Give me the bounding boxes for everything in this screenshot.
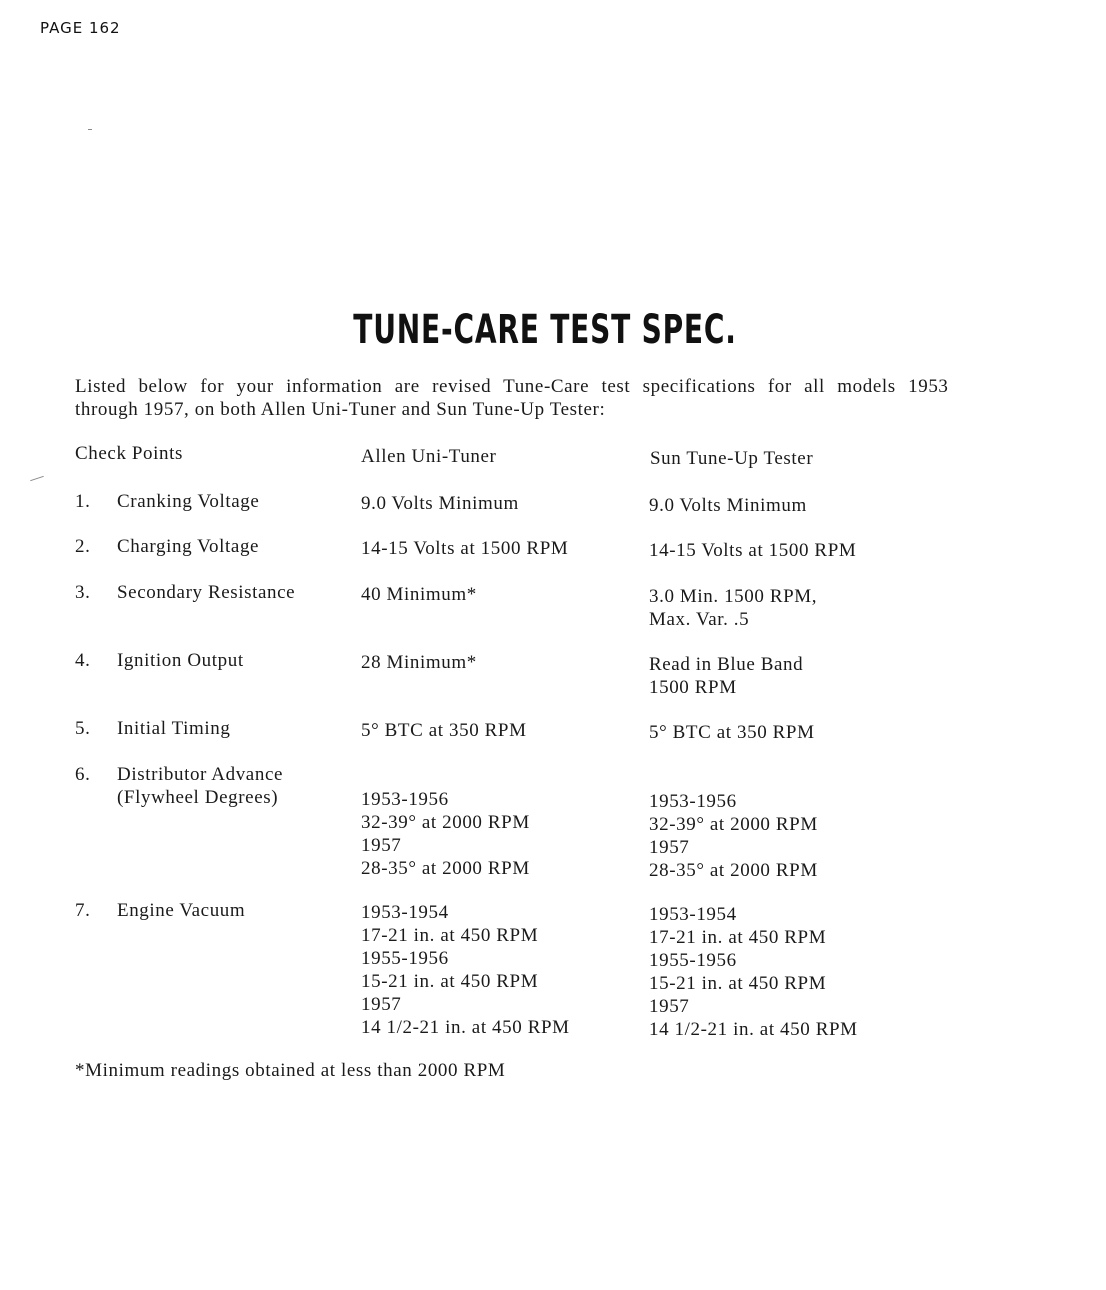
check-point-name-line: (Flywheel Degrees): [117, 787, 279, 808]
check-point-name-line: Cranking Voltage: [117, 491, 260, 512]
intro-paragraph: [75, 375, 1015, 421]
check-point-name-line: Charging Voltage: [117, 536, 260, 557]
check-point-name-line: Secondary Resistance: [117, 582, 296, 603]
allen-value-line: 28-35° at 2000 RPM: [361, 858, 530, 879]
row-number: 1.: [75, 491, 91, 512]
sun-value: [649, 585, 949, 631]
check-point-name: [117, 649, 347, 672]
sun-value: [649, 653, 949, 699]
allen-value-line: 1955-1956: [361, 948, 449, 969]
check-point-name: [117, 581, 347, 604]
page-title: TUNE-CARE TEST SPEC.: [353, 307, 737, 353]
allen-value-line: 1953-1956: [361, 789, 449, 810]
check-point-name-line: Ignition Output: [117, 650, 244, 671]
footnote: *Minimum readings obtained at less than 2000 RPM: [75, 1060, 506, 1081]
allen-value: [361, 651, 641, 674]
scan-mark: [30, 476, 44, 481]
column-header-sun: Sun Tune-Up Tester: [650, 448, 814, 469]
allen-value-line: 5° BTC at 350 RPM: [361, 720, 527, 741]
sun-value-line: Read in Blue Band: [649, 654, 804, 675]
check-point-name: [117, 535, 347, 558]
column-header-check-points: Check Points: [75, 443, 184, 464]
check-point-name-line: Initial Timing: [117, 718, 231, 739]
column-header-allen: Allen Uni-Tuner: [361, 446, 497, 467]
intro-line-2: through 1957, on both Allen Uni-Tuner and Sun Tune-Up Tester:: [75, 399, 606, 420]
sun-value-line: 17-21 in. at 450 RPM: [649, 927, 827, 948]
allen-value-line: 40 Minimum*: [361, 584, 477, 605]
allen-value-line: 1953-1954: [361, 902, 449, 923]
sun-value-line: 28-35° at 2000 RPM: [649, 860, 818, 881]
sun-value-line: 1957: [649, 837, 690, 858]
sun-value: [649, 494, 949, 517]
allen-value: [361, 492, 641, 515]
sun-value: [649, 539, 949, 562]
allen-value-line: 15-21 in. at 450 RPM: [361, 971, 539, 992]
allen-value: [361, 719, 641, 742]
row-number: 3.: [75, 582, 91, 603]
allen-value-line: [361, 765, 641, 788]
sun-value-line: 32-39° at 2000 RPM: [649, 814, 818, 835]
allen-value: [361, 901, 641, 1039]
sun-value: [649, 721, 949, 744]
allen-value-line: 17-21 in. at 450 RPM: [361, 925, 539, 946]
allen-value-line: 14-15 Volts at 1500 RPM: [361, 538, 569, 559]
check-point-name: [117, 899, 347, 922]
scan-speck: [88, 129, 92, 130]
sun-value-line: 5° BTC at 350 RPM: [649, 722, 815, 743]
allen-value-line: 32-39° at 2000 RPM: [361, 812, 530, 833]
allen-value-line: 9.0 Volts Minimum: [361, 493, 519, 514]
allen-value-line: 14 1/2-21 in. at 450 RPM: [361, 1017, 570, 1038]
sun-value-line: 9.0 Volts Minimum: [649, 495, 807, 516]
sun-value-line: 14 1/2-21 in. at 450 RPM: [649, 1019, 858, 1040]
row-number: 4.: [75, 650, 91, 671]
sun-value-line: 1957: [649, 996, 690, 1017]
sun-value-line: 15-21 in. at 450 RPM: [649, 973, 827, 994]
row-number: 2.: [75, 536, 91, 557]
sun-value-line: 3.0 Min. 1500 RPM,: [649, 586, 818, 607]
page-number: PAGE 162: [40, 19, 121, 37]
allen-value-line: 28 Minimum*: [361, 652, 477, 673]
sun-value-line: 1500 RPM: [649, 677, 737, 698]
allen-value: [361, 583, 641, 606]
sun-value: [649, 903, 949, 1041]
check-point-name: [117, 763, 347, 809]
check-point-name: [117, 490, 347, 513]
row-number: 6.: [75, 764, 91, 785]
sun-value-line: 14-15 Volts at 1500 RPM: [649, 540, 857, 561]
allen-value: [361, 765, 641, 880]
allen-value: [361, 537, 641, 560]
sun-value-line: 1953-1954: [649, 904, 737, 925]
intro-line-1: Listed below for your information are revised Tune-Care test specifications for all models 1953: [75, 376, 949, 397]
sun-value-line: 1955-1956: [649, 950, 737, 971]
check-point-name: [117, 717, 347, 740]
allen-value-line: 1957: [361, 835, 402, 856]
check-point-name-line: Distributor Advance: [117, 764, 284, 785]
sun-value-line: [649, 767, 949, 790]
sun-value: [649, 767, 949, 882]
sun-value-line: 1953-1956: [649, 791, 737, 812]
sun-value-line: Max. Var. .5: [649, 609, 750, 630]
check-point-name-line: Engine Vacuum: [117, 900, 246, 921]
row-number: 7.: [75, 900, 91, 921]
allen-value-line: 1957: [361, 994, 402, 1015]
row-number: 5.: [75, 718, 91, 739]
